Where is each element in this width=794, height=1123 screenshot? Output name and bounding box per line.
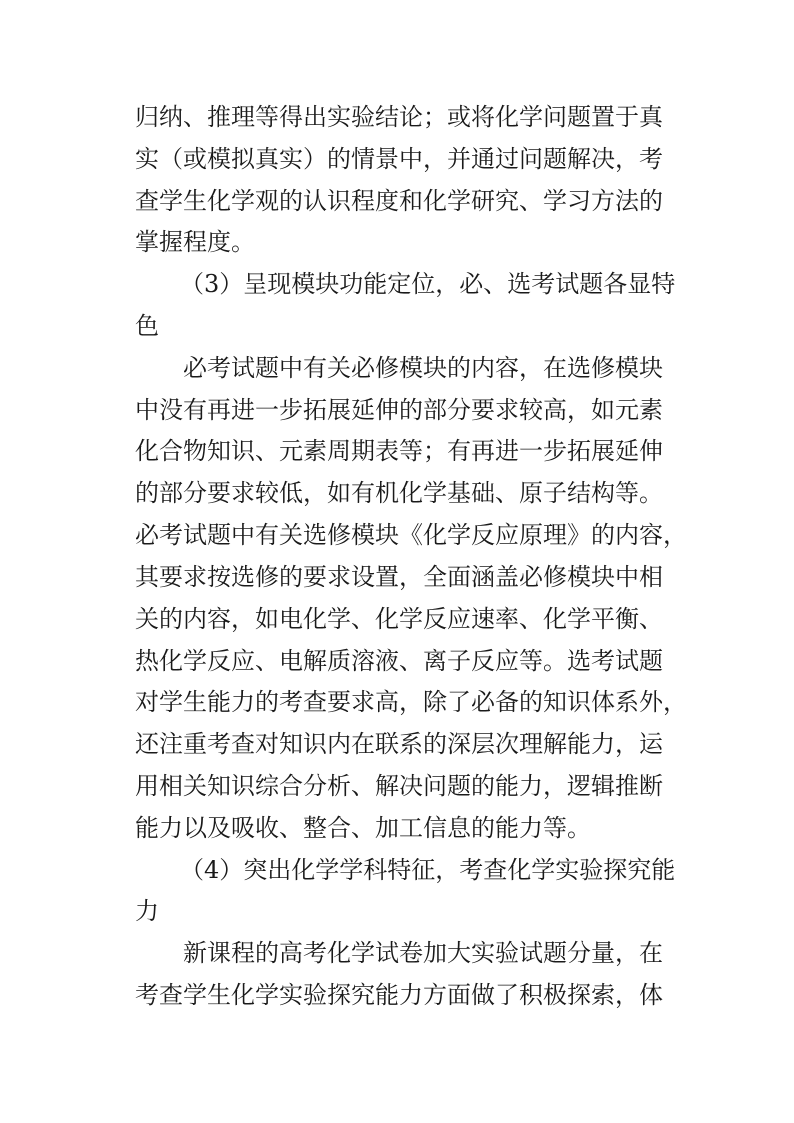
paragraph-2-line-1: 必考试题中有关必修模块的内容，在选修模块 [183, 354, 663, 382]
paragraph-3-line-2: 考查学生化学实验探究能力方面做了积极探索，体 [135, 981, 663, 1009]
paragraph-3-line-1: 新课程的高考化学试卷加大实验试题分量，在 [183, 939, 663, 967]
paragraph-2-line-9: 对学生能力的考查要求高，除了必备的知识体系外， [135, 688, 687, 716]
heading-3-line-2: 色 [135, 312, 159, 340]
paragraph-2-line-3: 化合物知识、元素周期表等；有再进一步拓展延伸 [135, 437, 663, 465]
paragraph-1-line-4: 掌握程度。 [135, 228, 255, 256]
heading-4-line-1: （4）突出化学学科特征，考查化学实验探究能 [180, 856, 676, 884]
paragraph-1-line-2: 实（或模拟真实）的情景中，并通过问题解决，考 [135, 145, 663, 173]
heading-4-line-2: 力 [135, 897, 159, 925]
paragraph-2-line-7: 关的内容，如电化学、化学反应速率、化学平衡、 [135, 605, 663, 633]
paragraph-2-line-4: 的部分要求较低，如有机化学基础、原子结构等。 [135, 479, 663, 507]
paragraph-1-line-1: 归纳、推理等得出实验结论；或将化学问题置于真 [135, 103, 663, 131]
paragraph-2-line-10: 还注重考查对知识内在联系的深层次理解能力，运 [135, 730, 663, 758]
heading-3-line-1: （3）呈现模块功能定位，必、选考试题各显特 [180, 270, 676, 298]
paragraph-2-line-12: 能力以及吸收、整合、加工信息的能力等。 [135, 814, 591, 842]
paragraph-2-line-2: 中没有再进一步拓展延伸的部分要求较高，如元素 [135, 396, 663, 424]
paragraph-2-line-6: 其要求按选修的要求设置，全面涵盖必修模块中相 [135, 563, 663, 591]
paragraph-2-line-5: 必考试题中有关选修模块《化学反应原理》的内容， [135, 521, 687, 549]
paragraph-2-line-11: 用相关知识综合分析、解决问题的能力，逻辑推断 [135, 772, 663, 800]
paragraph-1-line-3: 查学生化学观的认识程度和化学研究、学习方法的 [135, 187, 663, 215]
paragraph-2-line-8: 热化学反应、电解质溶液、离子反应等。选考试题 [135, 647, 663, 675]
